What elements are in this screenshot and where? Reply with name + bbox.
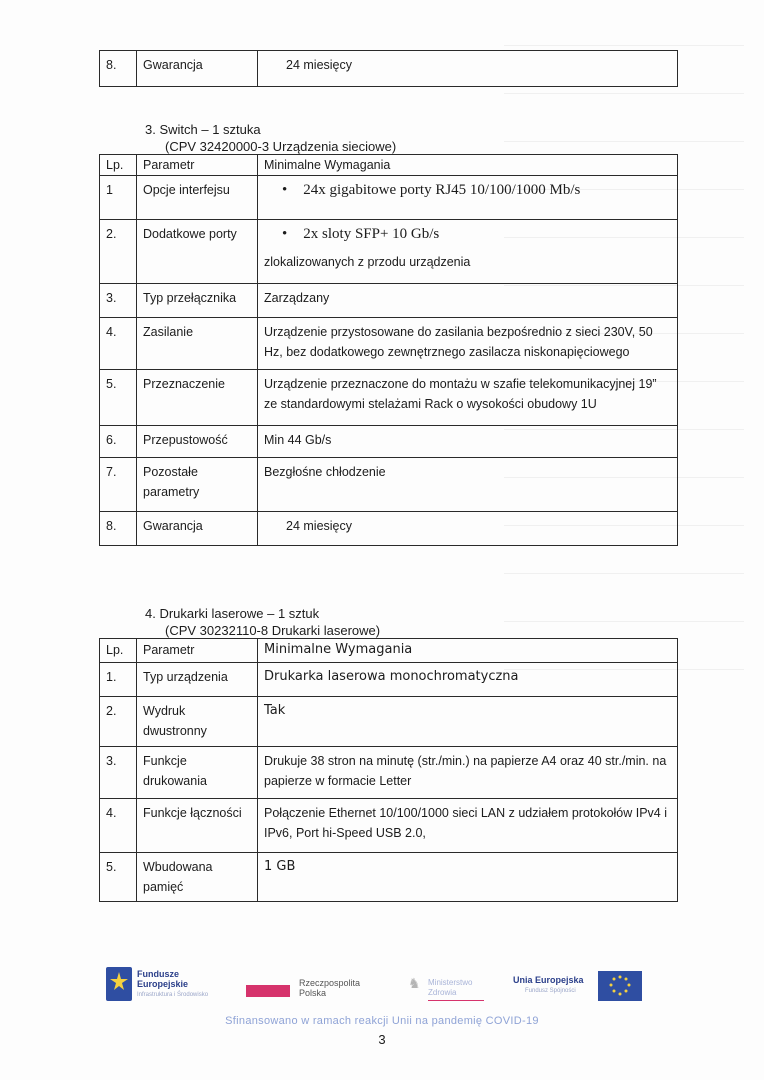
table-row	[100, 853, 678, 902]
cell-param: Gwarancja	[137, 51, 258, 87]
header-lp: Lp.	[100, 155, 137, 176]
cell-value: Urządzenie przystosowane do zasilania bezpośrednio z sieci 230V, 50 Hz, bez dodatkowego zewnętrznego zasilacza niskonapięciowego	[258, 318, 678, 370]
cell-lp: 2.	[100, 220, 137, 284]
fe-line2: Europejskie	[137, 979, 189, 989]
top-table-fragment	[99, 50, 678, 87]
header-value: Minimalne Wymagania	[258, 155, 678, 176]
rp-line2: Polska	[299, 988, 327, 998]
cell-lp: 6.	[100, 426, 137, 458]
header-value: Minimalne Wymagania	[258, 639, 678, 663]
eu-flag-icon	[598, 971, 642, 1001]
cell-lp: 5.	[100, 370, 137, 426]
cell-param: Pozostałe parametry	[137, 458, 258, 512]
cell-param: Typ urządzenia	[137, 663, 258, 697]
ue-line1: Unia Europejska	[513, 975, 584, 985]
cell-lp: 1	[100, 176, 137, 220]
eu-stars-icon	[598, 971, 642, 1001]
cell-param: Funkcje łączności	[137, 799, 258, 853]
cell-value: Tak	[258, 697, 678, 747]
star-icon	[106, 967, 132, 1001]
cell-lp: 4.	[100, 318, 137, 370]
cell-param: Wydruk dwustronny	[137, 697, 258, 747]
cell-lp: 8.	[100, 512, 137, 546]
header-param: Parametr	[137, 639, 258, 663]
table-header-row	[100, 639, 678, 663]
bullet-item: • 24x gigabitowe porty RJ45 10/100/1000 Mb/s	[264, 180, 671, 200]
mz-line1: Ministerstwo	[428, 978, 473, 987]
cell-value: Min 44 Gb/s	[258, 426, 678, 458]
cell-value: Zarządzany	[258, 284, 678, 318]
table-row	[100, 220, 678, 284]
cell-lp: 4.	[100, 799, 137, 853]
page-number: 3	[378, 1032, 386, 1047]
section3-cpv: (CPV 32420000-3 Urządzenia sieciowe)	[165, 139, 397, 154]
cell-param: Przeznaczenie	[137, 370, 258, 426]
cell-lp: 5.	[100, 853, 137, 902]
cell-value	[258, 220, 678, 284]
table-row	[100, 284, 678, 318]
fe-logo-icon	[106, 967, 132, 1001]
cell-param: Zasilanie	[137, 318, 258, 370]
table-row	[100, 697, 678, 747]
cell-param: Dodatkowe porty	[137, 220, 258, 284]
eagle-icon: ♞	[408, 975, 421, 991]
cell-value	[258, 51, 678, 87]
table-header-row	[100, 155, 678, 176]
cell-lp: 3.	[100, 747, 137, 799]
table-row	[100, 176, 678, 220]
footer-tagline: Sfinansowano w ramach reakcji Unii na pandemię COVID-19	[225, 1015, 539, 1027]
cell-param: Funkcje drukowania	[137, 747, 258, 799]
bullet-item: • 2x sloty SFP+ 10 Gb/s	[264, 224, 671, 244]
rp-line1: Rzeczpospolita	[299, 978, 361, 988]
polish-flag-icon	[246, 985, 290, 997]
table-row	[100, 747, 678, 799]
table-row	[100, 370, 678, 426]
cell-param: Gwarancja	[137, 512, 258, 546]
printer-spec-table	[99, 638, 678, 902]
cell-value: 1 GB	[258, 853, 678, 902]
value-text: 24 miesięcy	[286, 519, 352, 533]
table-row	[100, 663, 678, 697]
table-row	[100, 512, 678, 546]
cell-param: Przepustowość	[137, 426, 258, 458]
ue-line2: Fundusz Spójności	[525, 988, 576, 994]
table-row	[100, 318, 678, 370]
cell-lp: 8.	[100, 51, 137, 87]
header-param: Parametr	[137, 155, 258, 176]
header-lp: Lp.	[100, 639, 137, 663]
mz-line2: Zdrowia	[428, 988, 457, 997]
cell-value	[258, 512, 678, 546]
table-row	[100, 458, 678, 512]
cell-lp: 2.	[100, 697, 137, 747]
cell-value: Drukuje 38 stron na minutę (str./min.) na papierze A4 oraz 40 str./min. na papierze w formacie Letter	[258, 747, 678, 799]
section4-title: 4. Drukarki laserowe – 1 sztuk	[145, 606, 320, 621]
cell-value: Urządzenie przeznaczone do montażu w szafie telekomunikacyjnej 19” ze standardowymi stelażami Rack o wysokości obudowy 1U	[258, 370, 678, 426]
value-text: 24 miesięcy	[286, 58, 352, 72]
switch-spec-table	[99, 154, 678, 546]
cell-lp: 3.	[100, 284, 137, 318]
cell-lp: 1.	[100, 663, 137, 697]
cell-value: Połączenie Ethernet 10/100/1000 sieci LAN z udziałem protokołów IPv4 i IPv6, Port hi-Speed USB 2.0,	[258, 799, 678, 853]
table-row	[100, 799, 678, 853]
cell-param: Typ przełącznika	[137, 284, 258, 318]
cell-param: Opcje interfejsu	[137, 176, 258, 220]
cell-param: Wbudowana pamięć	[137, 853, 258, 902]
table-row	[100, 51, 678, 87]
mz-underline	[428, 1000, 484, 1001]
fe-line3: Infrastruktura i Środowisko	[137, 992, 209, 998]
section4-cpv: (CPV 30232110-8 Drukarki laserowe)	[165, 623, 381, 638]
cell-extra-text: zlokalizowanych z przodu urządzenia	[264, 255, 471, 269]
cell-value: Bezgłośne chłodzenie	[258, 458, 678, 512]
section3-title: 3. Switch – 1 sztuka	[145, 122, 261, 137]
cell-value	[258, 176, 678, 220]
fe-line1: Fundusze	[137, 969, 179, 979]
cell-value: Drukarka laserowa monochromatyczna	[258, 663, 678, 697]
cell-lp: 7.	[100, 458, 137, 512]
table-row	[100, 426, 678, 458]
